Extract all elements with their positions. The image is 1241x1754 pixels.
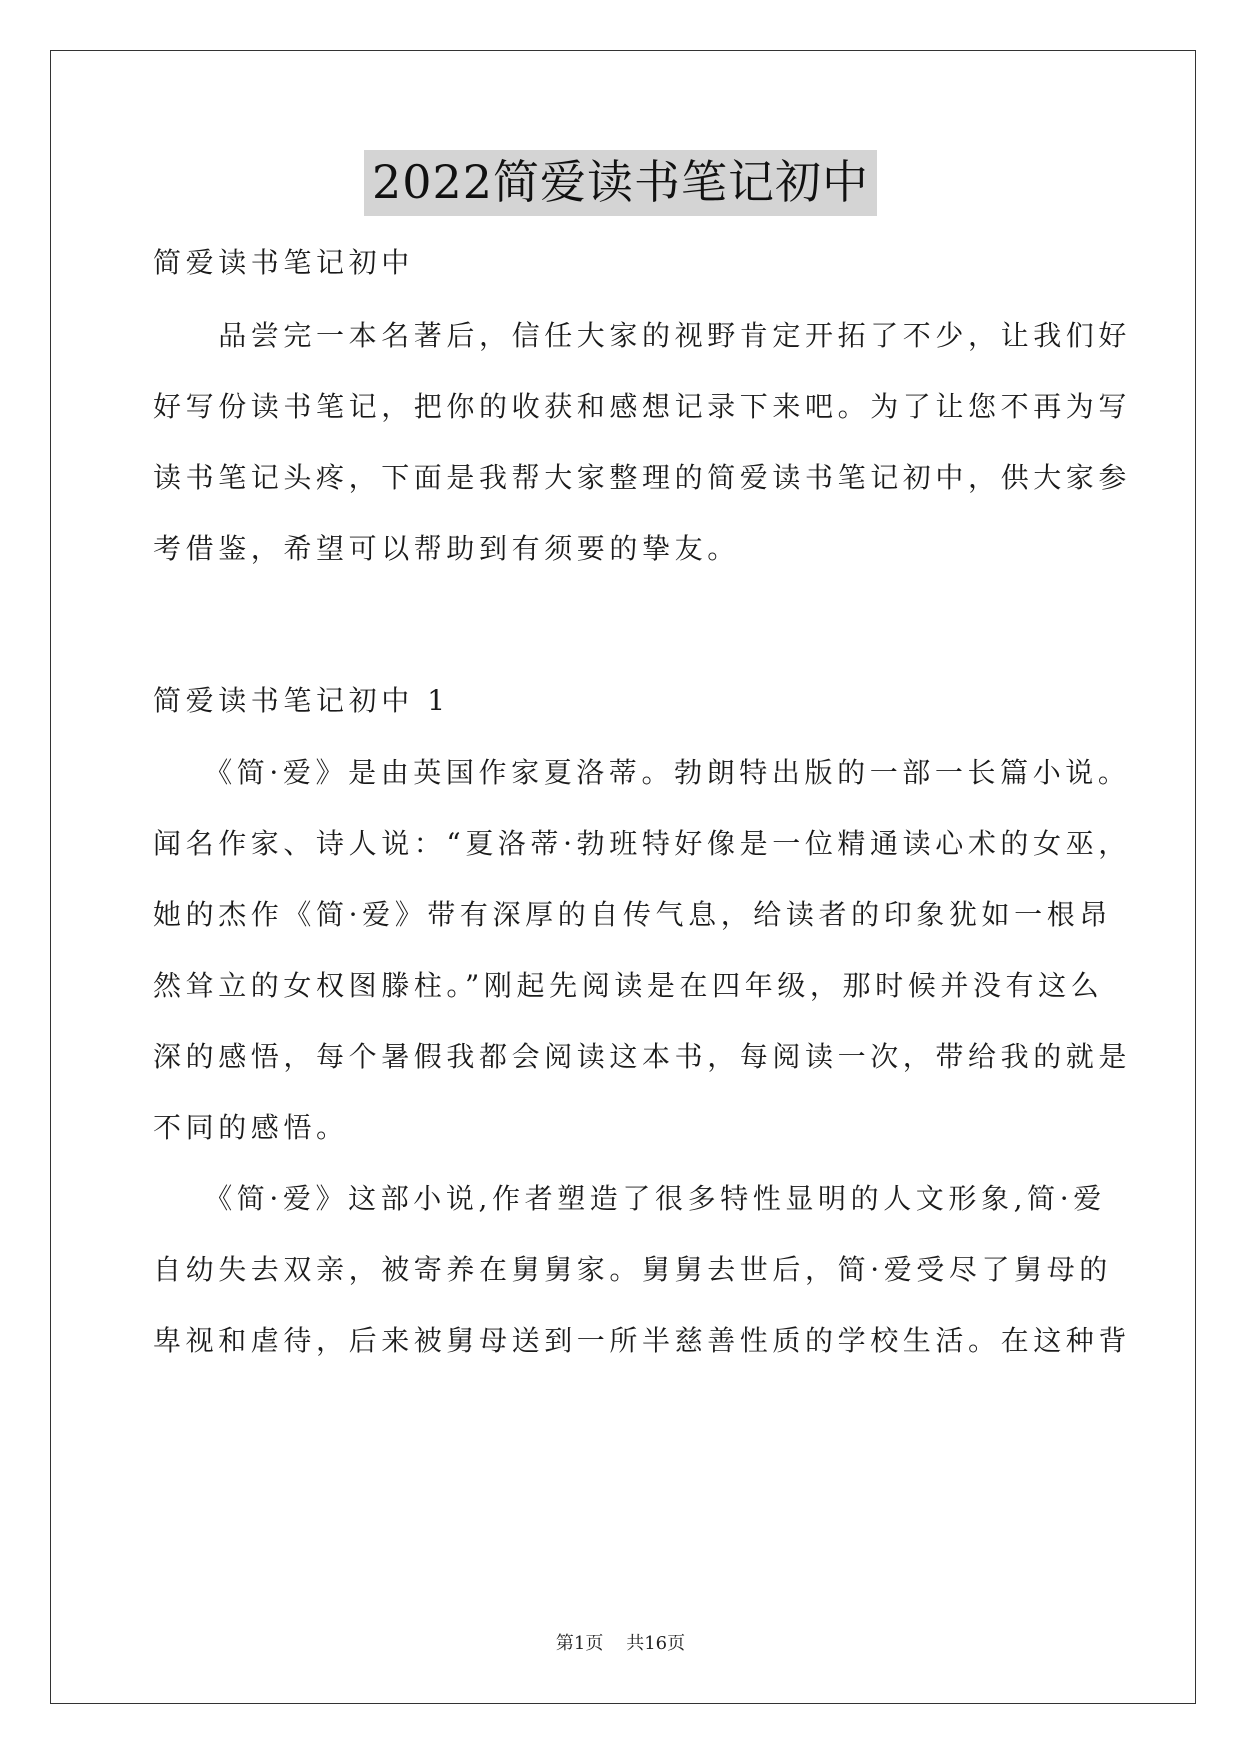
paragraph-line: 不同的感悟。 bbox=[153, 1111, 349, 1144]
paragraph-line: 考借鉴，希望可以帮助到有须要的挚友。 bbox=[153, 532, 740, 565]
document-title: 2022简爱读书笔记初中 bbox=[364, 150, 877, 216]
paragraph-line: 卑视和虐待，后来被舅母送到一所半慈善性质的学校生活。在这种背 bbox=[153, 1324, 1132, 1357]
paragraph-line: 好写份读书笔记，把你的收获和感想记录下来吧。为了让您不再为写 bbox=[153, 390, 1132, 423]
paragraph-line: 她的杰作《简·爱》带有深厚的自传气息，给读者的印象犹如一根昂 bbox=[153, 898, 1112, 931]
section-heading-1: 简爱读书笔记初中 1 bbox=[153, 684, 450, 717]
section-heading-intro: 简爱读书笔记初中 bbox=[153, 246, 414, 279]
paragraph-line: 深的感悟，每个暑假我都会阅读这本书，每阅读一次，带给我的就是 bbox=[153, 1040, 1132, 1073]
title-container bbox=[0, 150, 1241, 216]
paragraph-line: 《简·爱》是由英国作家夏洛蒂。勃朗特出版的一部一长篇小说。 bbox=[153, 756, 1131, 789]
paragraph-line: 自幼失去双亲，被寄养在舅舅家。舅舅去世后，简·爱受尽了舅母的 bbox=[153, 1253, 1112, 1286]
paragraph-line: 《简·爱》这部小说,作者塑造了很多特性显明的人文形象,简·爱 bbox=[153, 1182, 1106, 1215]
page-border bbox=[50, 50, 1196, 1704]
paragraph-line: 然耸立的女权图滕柱。”刚起先阅读是在四年级，那时候并没有这么 bbox=[153, 969, 1104, 1002]
page-number: 第1页 bbox=[555, 1633, 604, 1654]
paragraph-line: 品尝完一本名著后，信任大家的视野肯定开拓了不少，让我们好 bbox=[153, 319, 1132, 352]
footer-spacer bbox=[603, 1633, 626, 1654]
paragraph-line: 闻名作家、诗人说：“夏洛蒂·勃班特好像是一位精通读心术的女巫， bbox=[153, 827, 1131, 860]
paragraph-line: 读书笔记头疼，下面是我帮大家整理的简爱读书笔记初中，供大家参 bbox=[153, 461, 1132, 494]
page-total: 共16页 bbox=[626, 1633, 686, 1654]
page-footer bbox=[0, 1632, 1241, 1656]
